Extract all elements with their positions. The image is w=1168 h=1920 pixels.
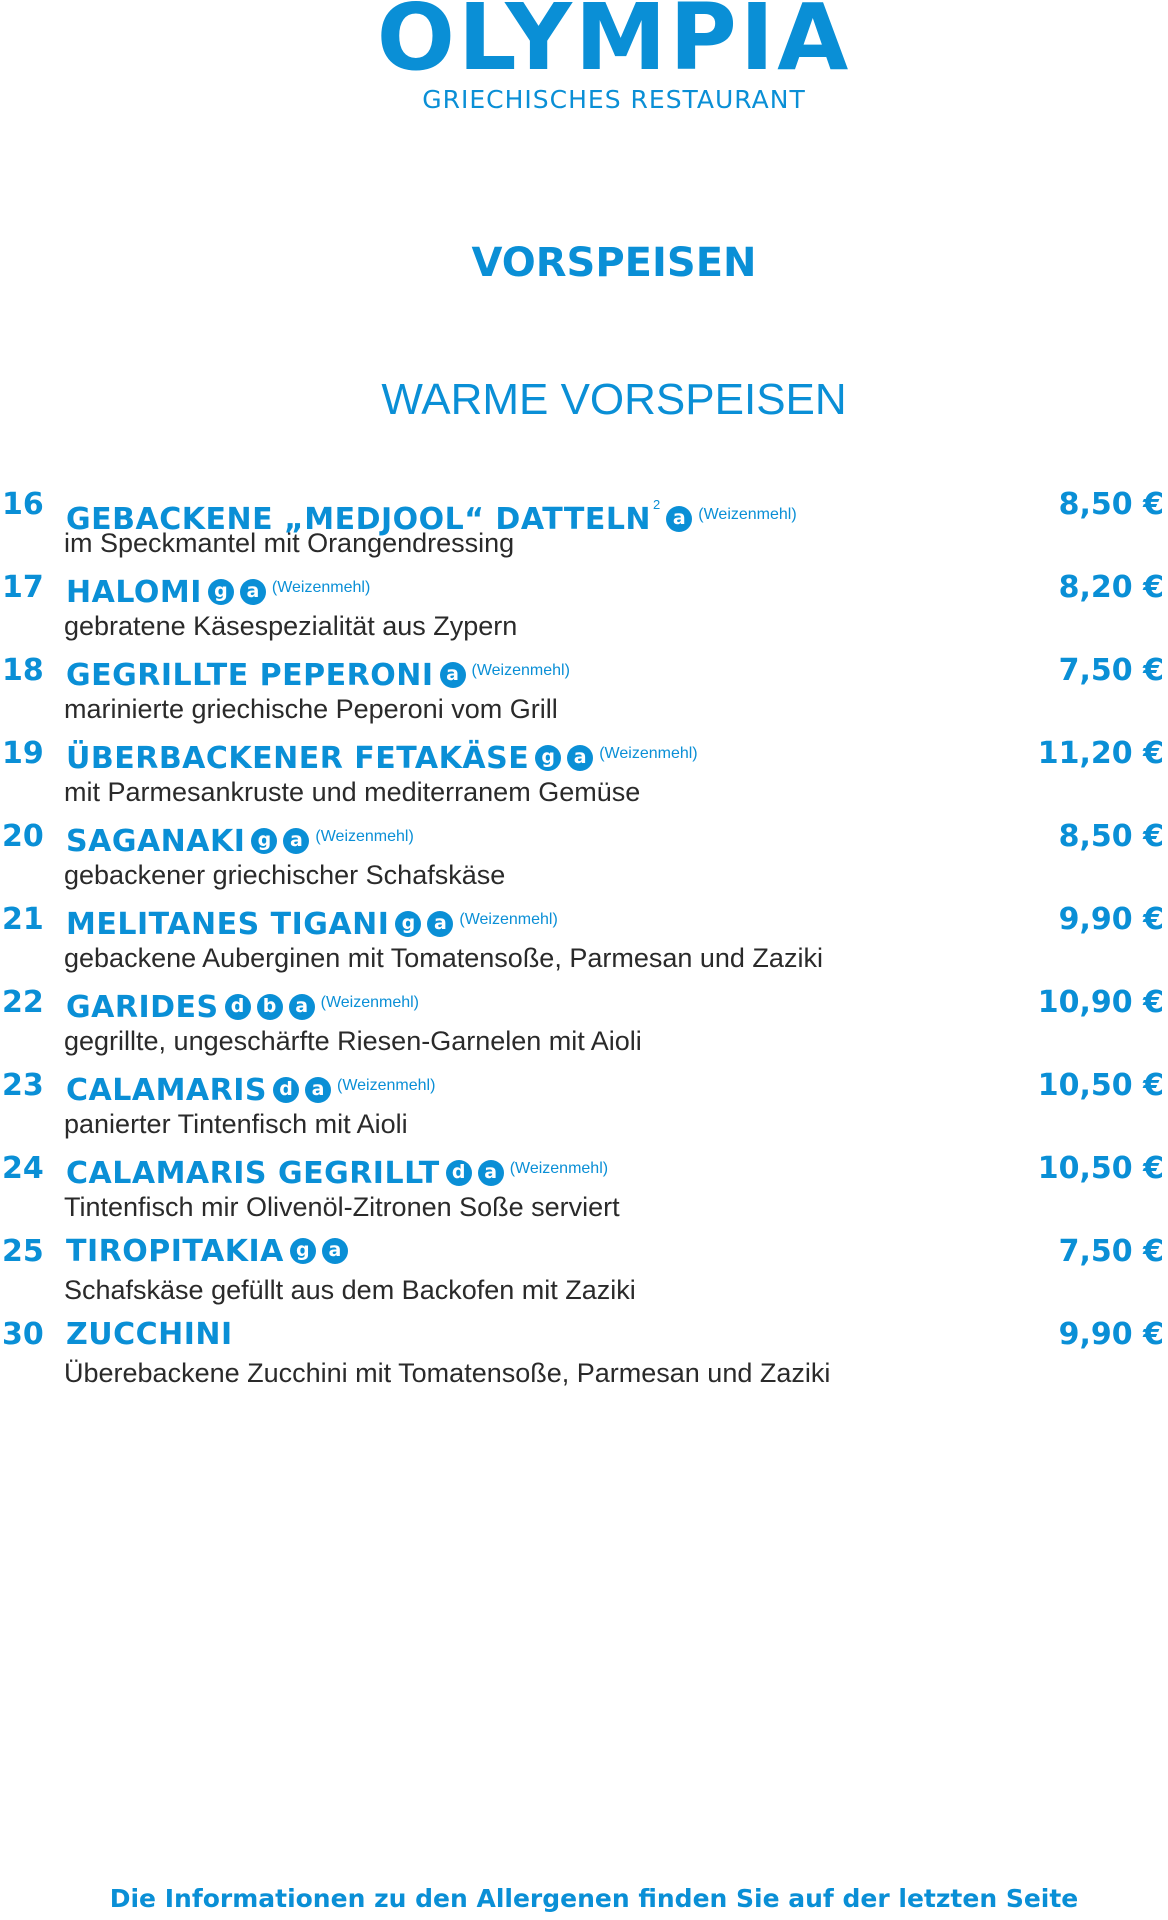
menu-item: [0, 567, 1168, 650]
item-number: 19: [2, 736, 44, 771]
item-description: gebackener griechischer Schafskäse: [64, 860, 506, 890]
item-name-line: [66, 1314, 233, 1360]
allergen-badge-icon: a: [322, 1238, 348, 1264]
allergen-badge-icon: g: [395, 911, 421, 937]
item-price: 10,90 €: [1037, 985, 1164, 1020]
item-price: 7,50 €: [1058, 653, 1164, 688]
allergen-note: (Weizenmehl): [337, 1077, 436, 1094]
allergen-badge-icon: a: [289, 994, 315, 1020]
menu-item: [0, 1231, 1168, 1314]
item-description: gebackene Auberginen mit Tomatensoße, Parmesan und Zaziki: [64, 943, 823, 973]
item-name: ÜBERBACKENER FETAKÄSE: [66, 741, 530, 776]
item-name: GEBACKENE „MEDJOOL“ DATTELN: [66, 502, 652, 537]
item-description: gebratene Käsespezialität aus Zypern: [64, 611, 518, 641]
allergen-badge-icon: a: [567, 745, 593, 771]
allergen-note: (Weizenmehl): [320, 994, 420, 1011]
item-price: 10,50 €: [1037, 1151, 1164, 1186]
menu-item: [0, 982, 1168, 1065]
menu-item: [0, 1314, 1168, 1397]
item-name-line: [66, 1231, 348, 1277]
item-price: 8,20 €: [1058, 570, 1164, 605]
allergen-badge-icon: g: [535, 745, 561, 771]
item-description: im Speckmantel mit Orangendressing: [64, 528, 515, 558]
allergen-badge-icon: a: [427, 911, 453, 937]
item-description: gegrillte, ungeschärfte Riesen-Garnelen mit Aioli: [64, 1026, 642, 1056]
menu-item: [0, 816, 1168, 899]
item-name: HALOMI: [66, 575, 202, 610]
allergen-badge-icon: a: [666, 506, 692, 532]
menu-item: [0, 484, 1168, 567]
allergen-badge-icon: a: [440, 662, 466, 688]
item-price: 8,50 €: [1058, 487, 1164, 522]
allergen-footer-note: Die Informationen zu den Allergenen finden Sie auf der letzten Seite: [109, 1884, 1079, 1913]
allergen-badge-icon: g: [208, 579, 234, 605]
item-name: TIROPITAKIA: [66, 1234, 284, 1269]
menu-list: [0, 484, 1168, 1397]
item-description: panierter Tintenfisch mit Aioli: [64, 1109, 408, 1139]
allergen-badge-icon: d: [225, 994, 251, 1020]
item-description: marinierte griechische Peperoni vom Grill: [64, 694, 558, 724]
restaurant-name: OLYMPIA: [376, 0, 852, 91]
allergen-badge-icon: g: [290, 1238, 316, 1264]
allergen-badge-icon: a: [283, 828, 309, 854]
item-number: 23: [2, 1068, 44, 1103]
item-price: 7,50 €: [1058, 1234, 1164, 1269]
allergen-badge-icon: a: [305, 1077, 331, 1103]
item-name: GEGRILLTE PEPERONI: [66, 658, 434, 693]
restaurant-logo: [0, 0, 1168, 114]
item-description: Überebackene Zucchini mit Tomatensoße, Parmesan und Zaziki: [64, 1358, 831, 1388]
allergen-note: (Weizenmehl): [271, 579, 371, 596]
item-number: 18: [2, 653, 44, 688]
menu-item: [0, 733, 1168, 816]
item-name: GARIDES: [66, 990, 219, 1025]
item-number: 20: [2, 819, 44, 854]
item-number: 17: [2, 570, 44, 605]
item-price: 9,90 €: [1058, 902, 1164, 937]
item-description: mit Parmesankruste und mediterranem Gemüse: [64, 777, 641, 807]
item-price: 10,50 €: [1037, 1068, 1164, 1103]
item-description: Tintenfisch mir Olivenöl-Zitronen Soße serviert: [64, 1192, 620, 1222]
allergen-note: (Weizenmehl): [459, 911, 558, 928]
item-number: 21: [2, 902, 44, 937]
allergen-badge-icon: a: [240, 579, 266, 605]
menu-item: [0, 650, 1168, 733]
item-number: 24: [2, 1151, 44, 1186]
allergen-note: (Weizenmehl): [471, 662, 570, 679]
allergen-note: (Weizenmehl): [315, 828, 414, 845]
item-description: Schafskäse gefüllt aus dem Backofen mit Zaziki: [64, 1275, 636, 1305]
item-number: 30: [2, 1317, 44, 1352]
allergen-note: (Weizenmehl): [509, 1160, 609, 1177]
item-price: 8,50 €: [1058, 819, 1164, 854]
allergen-badge-icon: a: [478, 1160, 504, 1186]
menu-item: [0, 1148, 1168, 1231]
item-name: ZUCCHINI: [66, 1317, 233, 1352]
item-number: 22: [2, 985, 44, 1020]
allergen-badge-icon: g: [251, 828, 277, 854]
item-name: SAGANAKI: [66, 824, 246, 859]
allergen-badge-icon: d: [446, 1160, 472, 1186]
item-name: MELITANES TIGANI: [66, 907, 390, 942]
item-price: 9,90 €: [1058, 1317, 1164, 1352]
allergen-badge-icon: b: [257, 994, 283, 1020]
item-number: 25: [2, 1234, 44, 1269]
allergen-note: (Weizenmehl): [698, 506, 797, 523]
restaurant-subtitle: GRIECHISCHES RESTAURANT: [422, 85, 806, 114]
section-title: VORSPEISEN: [471, 240, 757, 286]
item-price: 11,20 €: [1037, 736, 1164, 771]
item-name: CALAMARIS GEGRILLT: [66, 1156, 440, 1191]
item-name: CALAMARIS: [66, 1073, 268, 1108]
item-number: 16: [2, 487, 44, 522]
allergen-note: (Weizenmehl): [599, 745, 698, 762]
menu-item: [0, 1065, 1168, 1148]
item-additive-superscript: 2: [653, 497, 661, 512]
allergen-badge-icon: d: [273, 1077, 299, 1103]
subsection-title: WARME VORSPEISEN: [381, 375, 847, 424]
menu-item: [0, 899, 1168, 982]
